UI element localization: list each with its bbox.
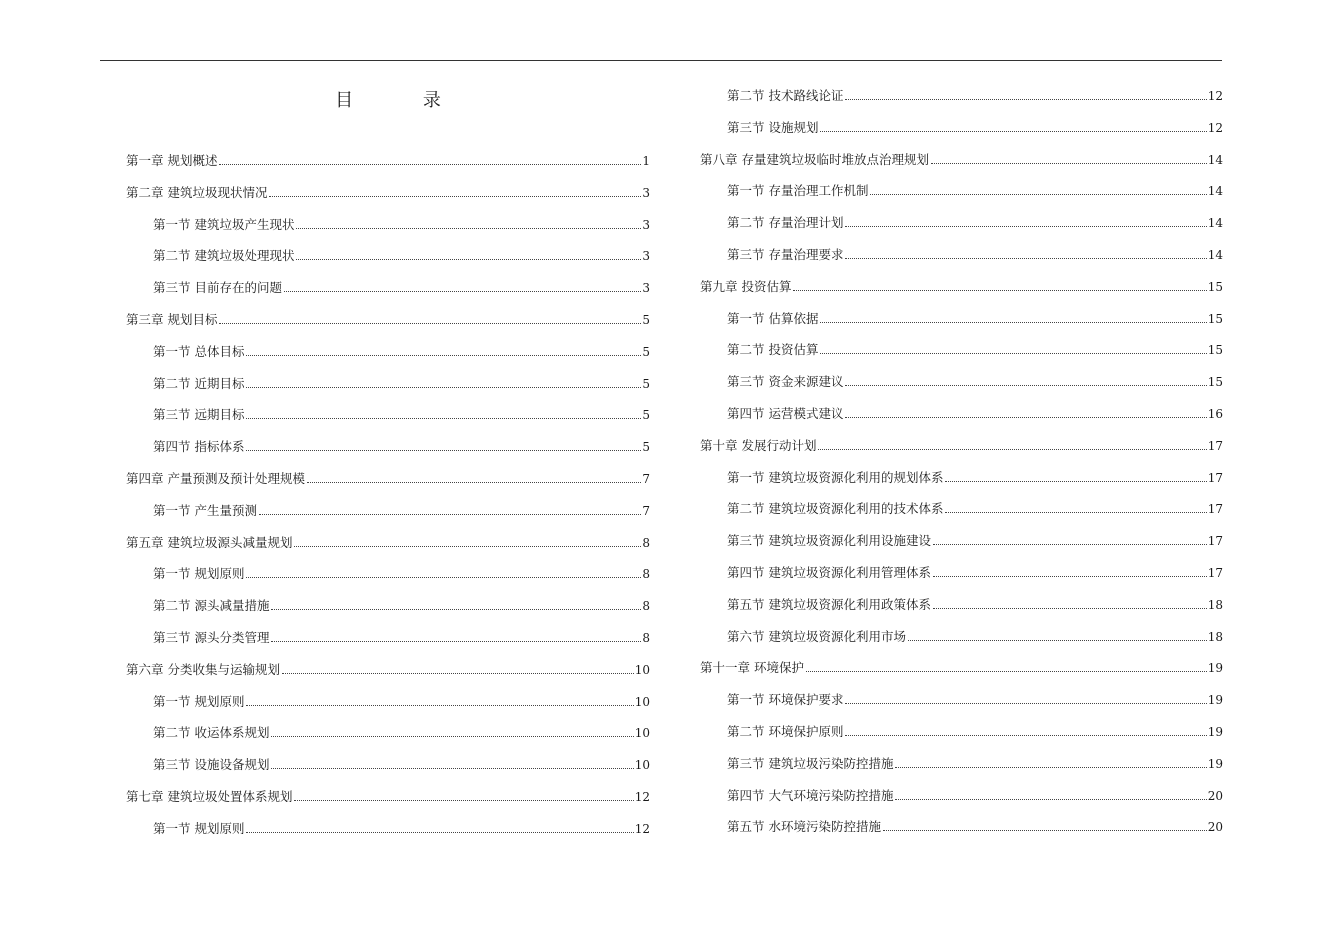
- toc-entry-label: 第三节 设施规划: [727, 119, 819, 135]
- toc-entry-label: 第三节 设施设备规划: [153, 757, 270, 773]
- dot-leader: [933, 576, 1207, 577]
- dot-leader: [883, 830, 1207, 831]
- toc-entry-label: 第五节 水环境污染防控措施: [727, 819, 881, 835]
- toc-entry[interactable]: [700, 279, 1223, 295]
- toc-entry-page: 14: [1207, 184, 1223, 199]
- toc-entry-page: 5: [642, 344, 650, 359]
- toc-entry-page: 5: [642, 376, 650, 391]
- toc-entry-page: 5: [642, 440, 650, 455]
- toc-entry-label: 第二节 建筑垃圾资源化利用的技术体系: [727, 501, 944, 517]
- toc-entry[interactable]: [727, 756, 1223, 772]
- toc-entry-label: 第二节 环境保护原则: [727, 724, 844, 739]
- toc-entry-label: 第一节 规划原则: [153, 566, 245, 582]
- dot-leader: [870, 194, 1206, 195]
- toc-entry-page: 15: [1207, 343, 1223, 358]
- toc-entry-label: 第二节 技术路线论证: [727, 88, 844, 103]
- dot-leader: [845, 258, 1206, 259]
- toc-entry-label: 第八章 存量建筑垃圾临时堆放点治理规划: [700, 151, 929, 167]
- toc-entry-page: 5: [642, 313, 650, 327]
- toc-entry-page: 14: [1207, 248, 1223, 262]
- toc-entry-page: 12: [634, 821, 650, 836]
- toc-entry-label: 第二章 建筑垃圾现状情况: [126, 184, 268, 200]
- toc-entry-label: 第二节 建筑垃圾处理现状: [153, 248, 295, 264]
- toc-entry-label: 第十章 发展行动计划: [700, 437, 817, 453]
- toc-entry-page: 12: [1207, 120, 1223, 135]
- toc-entry-label: 第七章 建筑垃圾处置体系规划: [126, 789, 293, 804]
- toc-entry-label: 第四章 产量预测及预计处理规模: [126, 471, 305, 486]
- toc-entry-page: 8: [642, 631, 650, 645]
- toc-entry-label: 第一节 建筑垃圾资源化利用的规划体系: [727, 469, 944, 485]
- toc-entry[interactable]: [727, 692, 1223, 708]
- toc-entry-label: 第三节 目前存在的问题: [153, 280, 282, 296]
- toc-entry[interactable]: [727, 501, 1223, 517]
- dot-leader: [845, 417, 1206, 418]
- toc-entry[interactable]: [727, 533, 1223, 549]
- toc-entry[interactable]: [727, 183, 1223, 199]
- toc-entry-page: 15: [1207, 375, 1223, 390]
- toc-entry[interactable]: [700, 660, 1223, 676]
- toc-entry-label: 第三节 建筑垃圾资源化利用设施建设: [727, 533, 931, 549]
- dot-leader: [845, 385, 1206, 386]
- toc-entry-page: 7: [642, 472, 650, 486]
- toc-entry-label: 第一节 估算依据: [727, 310, 819, 326]
- toc-entry-page: 7: [642, 503, 650, 518]
- toc-entry-label: 第一章 规划概述: [126, 153, 218, 168]
- toc-entry-page: 14: [1207, 152, 1223, 167]
- dot-leader: [845, 735, 1206, 736]
- dot-leader: [895, 767, 1206, 768]
- toc-entry-page: 17: [1207, 534, 1223, 549]
- toc-entry-page: 17: [1207, 438, 1223, 453]
- toc-entry-page: 3: [642, 217, 650, 232]
- toc-entry-page: 15: [1207, 311, 1223, 326]
- dot-leader: [820, 131, 1206, 132]
- dot-leader: [931, 163, 1207, 164]
- toc-entry-label: 第二节 近期目标: [153, 375, 245, 391]
- toc-entry[interactable]: [727, 406, 1223, 422]
- toc-entry-page: 20: [1207, 788, 1223, 803]
- toc-entry-label: 第一节 建筑垃圾产生现状: [153, 216, 295, 232]
- toc-entry[interactable]: [727, 565, 1223, 581]
- toc-title: 目 录: [335, 90, 473, 111]
- toc-entry-label: 第二节 存量治理计划: [727, 215, 844, 231]
- toc-entry[interactable]: [727, 788, 1223, 804]
- toc-entry[interactable]: [727, 247, 1223, 263]
- dot-leader: [845, 703, 1206, 704]
- toc-entry[interactable]: [700, 152, 1223, 168]
- toc-entry-label: 第三节 远期目标: [153, 407, 245, 423]
- toc-entry-label: 第三节 存量治理要求: [727, 247, 844, 262]
- toc-entry-page: 10: [634, 662, 650, 677]
- dot-leader: [818, 449, 1206, 450]
- toc-entry-page: 19: [1207, 756, 1223, 771]
- toc-entry-page: 19: [1207, 661, 1223, 676]
- toc-entry-label: 第三节 建筑垃圾污染防控措施: [727, 755, 894, 771]
- toc-entry-page: 17: [1207, 566, 1223, 580]
- toc-entry-page: 10: [634, 758, 650, 773]
- toc-entry-page: 1: [642, 154, 650, 168]
- dot-leader: [820, 322, 1206, 323]
- toc-entry[interactable]: [727, 629, 1223, 645]
- toc-entry-page: 8: [642, 567, 650, 582]
- toc-entry-page: 17: [1207, 502, 1223, 517]
- dot-leader: [908, 640, 1207, 641]
- toc-entry-label: 第三节 资金来源建议: [727, 374, 844, 390]
- toc-entry-page: 10: [634, 726, 650, 741]
- dot-leader: [895, 799, 1206, 800]
- toc-entry-label: 第三章 规划目标: [126, 312, 218, 327]
- dot-leader: [945, 481, 1206, 482]
- toc-entry[interactable]: [727, 120, 1223, 136]
- toc-entry-page: 20: [1207, 820, 1223, 835]
- toc-entry-label: 第五章 建筑垃圾源头减量规划: [126, 534, 293, 550]
- dot-leader: [820, 353, 1206, 354]
- dot-leader: [845, 226, 1206, 227]
- toc-entry-label: 第四节 指标体系: [153, 439, 245, 455]
- dot-leader: [933, 608, 1207, 609]
- toc-entry-label: 第一节 规划原则: [153, 693, 245, 709]
- toc-entry-label: 第三节 源头分类管理: [153, 630, 270, 645]
- toc-entry-label: 第二节 源头减量措施: [153, 598, 270, 614]
- toc-entry-page: 12: [1207, 89, 1223, 103]
- toc-entry-page: 17: [1207, 470, 1223, 485]
- toc-entry-page: 3: [642, 249, 650, 264]
- dot-leader: [845, 99, 1206, 100]
- toc-entry[interactable]: [727, 88, 1223, 104]
- toc-entry-page: 15: [1207, 279, 1223, 294]
- toc-entry[interactable]: [727, 374, 1223, 390]
- toc-entry-label: 第五节 建筑垃圾资源化利用政策体系: [727, 596, 931, 612]
- dot-leader: [793, 290, 1206, 291]
- toc-entry-label: 第六节 建筑垃圾资源化利用市场: [727, 628, 906, 644]
- toc-entry-page: 3: [642, 185, 650, 200]
- toc-entry-page: 18: [1207, 629, 1223, 644]
- toc-entry-label: 第六章 分类收集与运输规划: [126, 661, 280, 677]
- toc-entry-label: 第四节 运营模式建议: [727, 406, 844, 421]
- toc-entry[interactable]: [727, 215, 1223, 231]
- dot-leader: [933, 544, 1207, 545]
- toc-entry-page: 19: [1207, 693, 1223, 708]
- toc-entry-page: 12: [634, 790, 650, 804]
- dot-leader: [945, 512, 1206, 513]
- toc-entry-page: 8: [642, 535, 650, 550]
- toc-entry[interactable]: [727, 311, 1223, 327]
- toc-entry-page: 16: [1207, 407, 1223, 421]
- toc-entry[interactable]: [727, 724, 1223, 740]
- toc-entry-page: 14: [1207, 216, 1223, 231]
- toc-entry[interactable]: [727, 819, 1223, 835]
- toc-entry[interactable]: [727, 470, 1223, 486]
- toc-entry-label: 第四节 建筑垃圾资源化利用管理体系: [727, 565, 931, 580]
- toc-entry-page: 10: [634, 694, 650, 709]
- toc-entry-page: 8: [642, 599, 650, 614]
- toc-entry-page: 3: [642, 281, 650, 296]
- toc-entry-label: 第一节 规划原则: [153, 820, 245, 836]
- toc-entry-label: 第二节 投资估算: [727, 342, 819, 358]
- toc-entry-label: 第一节 产生量预测: [153, 502, 257, 518]
- toc-entry-page: 19: [1207, 725, 1223, 739]
- toc-entry-label: 第二节 收运体系规划: [153, 725, 270, 741]
- toc-entry-label: 第一节 总体目标: [153, 343, 245, 359]
- toc-entry-label: 第四节 大气环境污染防控措施: [727, 787, 894, 803]
- toc-entry-page: 18: [1207, 597, 1223, 612]
- toc-entry[interactable]: [727, 342, 1223, 358]
- toc-entry-label: 第一节 存量治理工作机制: [727, 183, 869, 199]
- toc-entry[interactable]: [727, 597, 1223, 613]
- toc-entry-label: 第一节 环境保护要求: [727, 692, 844, 708]
- toc-entry-label: 第九章 投资估算: [700, 278, 792, 294]
- dot-leader: [806, 671, 1207, 672]
- toc-entry-label: 第十一章 环境保护: [700, 660, 804, 676]
- toc-entry[interactable]: [700, 438, 1223, 454]
- toc-entry-page: 5: [642, 408, 650, 423]
